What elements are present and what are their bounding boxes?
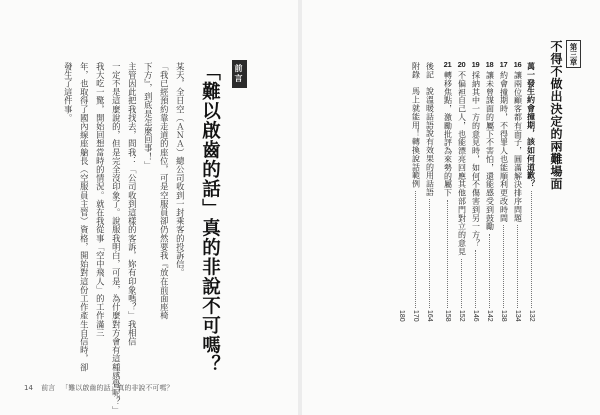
toc-entry-page: 138	[500, 310, 507, 322]
body-line: 年，也取得了國內線座艙長（空服員主管）資格，開始對這份工作產生自信時，卻	[79, 62, 90, 372]
toc-entry-title: 萬一發生約會撞期，該如何道歉？	[526, 62, 537, 188]
toc-entry-number: 16	[513, 60, 522, 69]
toc-entry-page: 132	[528, 310, 535, 322]
toc-entry[interactable]	[512, 60, 523, 322]
toc-entry[interactable]	[498, 60, 509, 322]
left-page	[0, 0, 298, 415]
dot-leader	[489, 234, 490, 309]
chapter-number: 第三章	[566, 40, 581, 68]
toc-entry-number: 18	[485, 60, 494, 69]
toc-entry[interactable]	[424, 60, 435, 322]
page-footer	[24, 383, 173, 393]
toc-entry-page: 134	[514, 310, 521, 322]
preface-section-label: 前言	[232, 60, 247, 88]
body-line: 我大吃一驚，開始回想當時的情況。就在我從事「空中飛人」的工作滿三	[95, 62, 106, 338]
body-line: 主管因此把我找去，問我：「公司收到這樣的客訴，妳有印象嗎？」我相信	[127, 62, 138, 346]
toc-entry-page: 142	[486, 310, 493, 322]
dot-leader	[401, 65, 402, 308]
body-line: 下方』，到底是怎麼回事！」	[143, 62, 154, 170]
dot-leader	[475, 250, 476, 308]
toc-entry-page: 170	[412, 310, 419, 322]
page-number: 14	[24, 384, 33, 392]
toc-entry[interactable]	[410, 60, 421, 322]
chapter-title: 不得不做出決定的兩難場面	[549, 40, 563, 190]
toc-entry-page: 152	[458, 310, 465, 322]
toc-entry[interactable]	[456, 60, 467, 322]
toc-entry-number: 20	[457, 60, 466, 69]
dot-leader	[447, 200, 448, 308]
dot-leader	[461, 259, 462, 309]
toc-entry-number: 21	[443, 60, 452, 69]
footer-section: 前言	[41, 384, 56, 392]
toc-entry-page: 146	[472, 310, 479, 322]
toc-entry[interactable]	[484, 60, 495, 322]
toc-entry-page: 164	[426, 310, 433, 322]
toc-entry[interactable]	[526, 60, 537, 322]
toc-entry-number: 19	[471, 60, 480, 69]
toc-entry-title: 約會撞期時，不得罪人也能順利更改時間	[499, 71, 509, 223]
running-title: 「難以啟齒的話」真的非說不可嗎？	[61, 384, 174, 392]
preface-title: 「難以啟齒的話」真的非說不可嗎？	[199, 62, 221, 374]
toc-entry-title: 不偏袒自己人，也能漂亮回應其他部門對立的意見	[457, 71, 467, 256]
toc-entry-number: 17	[499, 60, 508, 69]
dot-leader	[415, 191, 416, 308]
body-line: 某天，全日空（ＡＮＡ）總公司收到一封乘客的投訴信。	[175, 62, 186, 277]
toc-entry[interactable]	[396, 60, 407, 322]
toc-entry-title: 讓未曾謀面的屬下不害怕，還能感受到鼓勵	[485, 71, 495, 231]
body-line: 發生了這件事。	[63, 62, 74, 123]
dot-leader	[517, 225, 518, 308]
toc-entry-title: 後記 說溫暖話語說有效果的用話語	[425, 62, 435, 197]
toc-entry-title: 附錄 馬上就能用！轉換說話範例	[411, 62, 421, 188]
toc-entry[interactable]	[470, 60, 481, 322]
toc-entry-title: 採納其中一方的意見時，如何不傷害到另一方？	[471, 71, 481, 248]
toc-entry-title: 讓兩位顧客都有面子，圓滿解決排序問題	[513, 71, 523, 223]
toc-entry-page: 180	[398, 310, 405, 322]
toc-entry-page: 158	[444, 310, 451, 322]
dot-leader	[531, 191, 532, 308]
toc-entry-title: 轉移焦點，激勵批評為來勢的屬下	[443, 71, 453, 197]
dot-leader	[503, 225, 504, 308]
toc-entry[interactable]	[442, 60, 453, 322]
dot-leader	[429, 199, 430, 308]
body-line: 「我已經預約靠走道的座位，可是空服員卻仍然要我『放在前面座椅	[159, 62, 170, 320]
body-line: 一定不是這麼說的，但是完全沒印象了。說服我明白，可是，為什麼對方會有這種感覺呢？」	[111, 62, 122, 415]
